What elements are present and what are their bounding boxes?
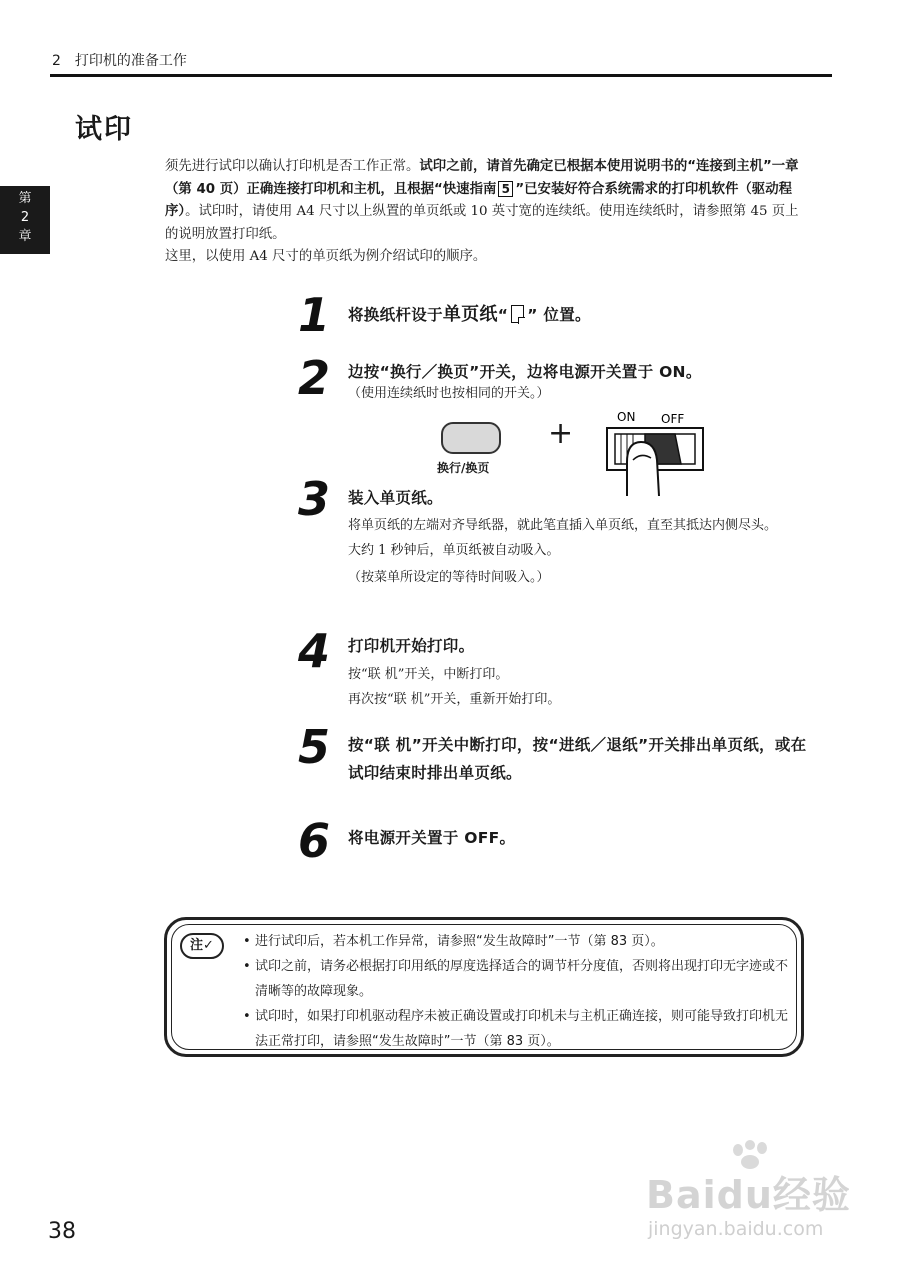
intro-paragraph-1 bbox=[165, 156, 808, 246]
step-body bbox=[348, 381, 808, 406]
step-number: 6 bbox=[298, 814, 331, 868]
step-body bbox=[348, 662, 808, 712]
note-list bbox=[243, 929, 795, 1054]
plus-sign: + bbox=[548, 416, 574, 451]
step-body bbox=[348, 513, 808, 590]
note-item: • 进行试印后，若本机工作异常，请参照“发生故障时”一节（第 83 页）。 bbox=[243, 929, 795, 954]
intro-paragraph-2: 这里，以使用 A4 尺寸的单页纸为例介绍试印的顺序。 bbox=[165, 249, 487, 264]
pencil-icon: ✓ bbox=[203, 938, 214, 953]
intro-text bbox=[165, 156, 808, 269]
baidu-watermark bbox=[640, 1140, 870, 1250]
note-item: • 试印之前，请务必根据打印用纸的厚度选择适合的调节杆分度值，否则将出现打印无字迹或不清晰等的故障现象。 bbox=[243, 954, 795, 1004]
page-title: 试印 bbox=[75, 114, 133, 145]
step-body-line: 再次按“联 机”开关，重新开始打印。 bbox=[348, 692, 561, 707]
step-body-line: 按“联 机”开关，中断打印。 bbox=[348, 667, 509, 682]
single-sheet-icon bbox=[511, 305, 524, 323]
chapter-tab bbox=[0, 186, 50, 254]
step-title: 打印机开始打印。 bbox=[348, 637, 475, 655]
linefeed-button-illustration bbox=[441, 422, 501, 454]
chapter-tab-line: 2 bbox=[20, 210, 30, 225]
watermark-url: jingyan.baidu.com bbox=[648, 1218, 824, 1240]
watermark-brand: Baidu经验 bbox=[646, 1173, 851, 1217]
note-icon-label: 注 bbox=[190, 938, 204, 953]
linefeed-button-label: 换行/换页 bbox=[437, 461, 490, 475]
power-switch-illustration bbox=[605, 408, 715, 502]
step-title-emphasis: 单页纸 bbox=[442, 304, 498, 325]
step-number: 1 bbox=[298, 288, 331, 342]
switch-off-label: OFF bbox=[661, 412, 685, 426]
step-title-quote: “ bbox=[497, 306, 509, 324]
step-title-text: ” 位置。 bbox=[527, 306, 591, 324]
step-title: 将电源开关置于 OFF。 bbox=[348, 829, 516, 847]
quick-guide-number: 5 bbox=[498, 181, 513, 197]
step-number: 3 bbox=[298, 472, 331, 526]
step-title-text: 将换纸杆设于 bbox=[348, 306, 443, 324]
step-number: 2 bbox=[298, 351, 331, 405]
note-item: • 试印时，如果打印机驱动程序未被正确设置或打印机未与主机正确连接，则可能导致打印机无法正常打印，请参照“发生故障时”一节（第 83 页）。 bbox=[243, 1004, 795, 1054]
note-icon bbox=[180, 933, 224, 959]
step-body-line: 大约 1 秒钟后，单页纸被自动吸入。 bbox=[348, 543, 560, 558]
step-title: 装入单页纸。 bbox=[348, 489, 443, 507]
intro-bold-part: 试印之前，请首先确定已根据本使用说明书的“连接到主机”一章（第 40 页）正确连接打印机和主机，且根据“快速指南 bbox=[165, 159, 799, 197]
step-title: 边按“换行／换页”开关，边将电源开关置于 ON。 bbox=[348, 363, 702, 381]
step-title bbox=[348, 300, 591, 326]
step-number: 5 bbox=[298, 720, 331, 774]
running-header: 2 打印机的准备工作 bbox=[52, 53, 187, 69]
page-number: 38 bbox=[48, 1219, 76, 1244]
step-body-line: （使用连续纸时也按相同的开关。） bbox=[348, 386, 550, 401]
intro-sentence: 须先进行试印以确认打印机是否工作正常。 bbox=[165, 159, 420, 174]
intro-sentence: 。试印时，请使用 A4 尺寸以上纵置的单页纸或 10 英寸宽的连续纸。使用连续纸时，请参照第 45 页上的说明放置打印纸。 bbox=[165, 204, 799, 242]
step-body-line: 将单页纸的左端对齐导纸器，就此笔直插入单页纸，直至其抵达内侧尽头。 bbox=[348, 518, 778, 533]
chapter-tab-line: 第 bbox=[18, 191, 32, 206]
chapter-tab-line: 章 bbox=[18, 229, 32, 244]
switch-on-label: ON bbox=[617, 410, 636, 424]
step-body-line: （按菜单所设定的等待时间吸入。） bbox=[348, 570, 550, 585]
intro-bold-part: ”已安装好符合系统需求的打印机软件（驱动程序） bbox=[165, 181, 792, 219]
header-rule bbox=[50, 74, 832, 77]
step-title: 按“联 机”开关中断打印，按“进纸／退纸”开关排出单页纸，或在试印结束时排出单页纸。 bbox=[348, 736, 807, 782]
step-number: 4 bbox=[298, 624, 331, 678]
